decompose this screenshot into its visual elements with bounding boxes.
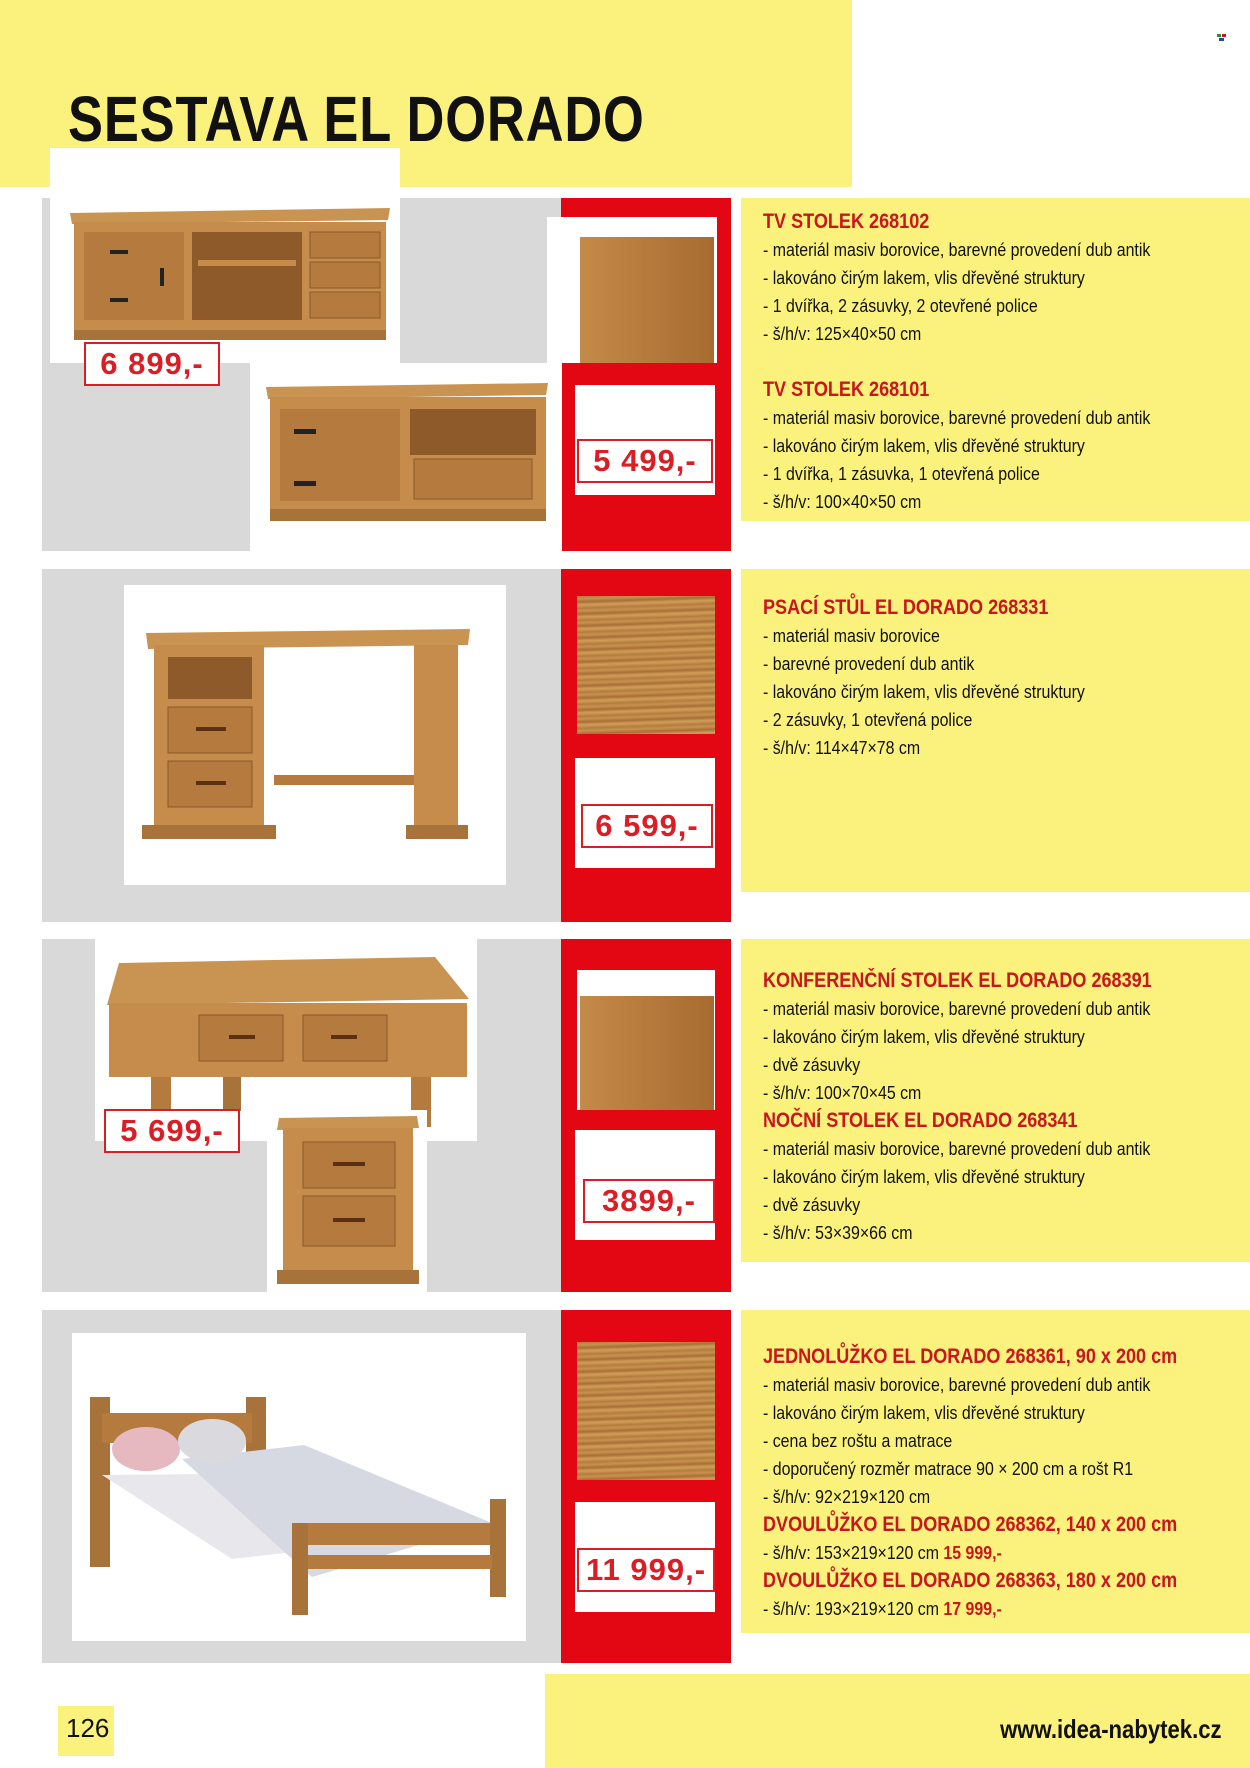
price-tag: 6 899,- <box>84 342 220 386</box>
product-spec: - 1 dvířka, 1 zásuvka, 1 otevřená police <box>763 463 1040 484</box>
product-spec: - lakováno čirým lakem, vlis dřevěné struktury <box>763 1166 1085 1187</box>
product-spec: - lakováno čirým lakem, vlis dřevěné struktury <box>763 1402 1085 1423</box>
price-tag: 6 599,- <box>581 804 713 848</box>
product-spec: - doporučený rozměr matrace 90 × 200 cm a rošt R1 <box>763 1458 1134 1479</box>
price-tag: 3899,- <box>583 1179 715 1223</box>
product-spec: - š/h/v: 100×70×45 cm <box>763 1082 922 1103</box>
product-spec: - materiál masiv borovice, barevné provedení dub antik <box>763 239 1151 260</box>
inline-price: 17 999,- <box>943 1598 1002 1619</box>
product-heading: TV STOLEK 268102 <box>763 210 930 233</box>
product-spec: - š/h/v: 114×47×78 cm <box>763 737 921 758</box>
product-spec: - š/h/v: 92×219×120 cm <box>763 1486 931 1507</box>
product-spec-with-price <box>763 1539 1167 1567</box>
product-spec: - lakováno čirým lakem, vlis dřevěné struktury <box>763 681 1085 702</box>
tv-stand-268101-illustration <box>250 363 562 551</box>
product-heading: DVOULŮŽKO EL DORADO 268362, 140 x 200 cm <box>763 1513 1178 1536</box>
product-spec: - materiál masiv borovice, barevné provedení dub antik <box>763 1374 1151 1395</box>
product-spec: - materiál masiv borovice <box>763 625 940 646</box>
product-heading: NOČNÍ STOLEK EL DORADO 268341 <box>763 1109 1078 1132</box>
price-tag: 5 499,- <box>577 439 713 483</box>
product-spec: - š/h/v: 153×219×120 cm <box>763 1542 940 1563</box>
nightstand-photo <box>267 1110 427 1292</box>
product-heading: JEDNOLŮŽKO EL DORADO 268361, 90 x 200 cm <box>763 1345 1178 1368</box>
product-heading: KONFERENČNÍ STOLEK EL DORADO 268391 <box>763 969 1152 992</box>
page-title: SESTAVA EL DORADO <box>68 83 645 155</box>
product-heading: DVOULŮŽKO EL DORADO 268363, 180 x 200 cm <box>763 1569 1178 1592</box>
product-spec: - š/h/v: 125×40×50 cm <box>763 323 922 344</box>
wood-detail-image <box>577 596 715 734</box>
product-heading: PSACÍ STŮL EL DORADO 268331 <box>763 596 1049 619</box>
product-spec: - 1 dvířka, 2 zásuvky, 2 otevřené police <box>763 295 1038 316</box>
wood-detail-image <box>580 996 714 1110</box>
product-spec: - š/h/v: 100×40×50 cm <box>763 491 922 512</box>
website-url[interactable]: www.idea-nabytek.cz <box>1000 1714 1222 1744</box>
product-spec: - lakováno čirým lakem, vlis dřevěné struktury <box>763 267 1085 288</box>
price-tag: 11 999,- <box>577 1548 715 1592</box>
product-spec: - š/h/v: 193×219×120 cm <box>763 1598 940 1619</box>
product-spec: - materiál masiv borovice, barevné provedení dub antik <box>763 998 1151 1019</box>
product-spec: - lakováno čirým lakem, vlis dřevěné struktury <box>763 435 1085 456</box>
wood-detail-image <box>580 237 714 363</box>
bed-illustration <box>72 1333 526 1641</box>
section3-text <box>763 967 1233 1247</box>
product-spec: - materiál masiv borovice, barevné provedení dub antik <box>763 407 1151 428</box>
product-spec: - barevné provedení dub antik <box>763 653 975 674</box>
wood-detail-image <box>577 1342 715 1480</box>
section2-text <box>763 594 1233 762</box>
tv-stand-268101-photo <box>250 363 562 551</box>
tv-stand-268102-photo <box>50 198 400 363</box>
nightstand-illustration <box>267 1110 427 1292</box>
product-spec: - cena bez roštu a matrace <box>763 1430 953 1451</box>
product-spec-with-price <box>763 1595 1167 1623</box>
product-heading: TV STOLEK 268101 <box>763 378 930 401</box>
inline-price: 15 999,- <box>943 1542 1002 1563</box>
price-tag: 5 699,- <box>104 1109 240 1153</box>
writing-desk-photo <box>124 585 506 885</box>
product-spec: - dvě zásuvky <box>763 1194 861 1215</box>
writing-desk-illustration <box>124 585 506 885</box>
product-spec: - lakováno čirým lakem, vlis dřevěné struktury <box>763 1026 1085 1047</box>
tv-stand-268102-illustration <box>50 198 400 363</box>
bed-photo <box>72 1333 526 1641</box>
product-spec: - š/h/v: 53×39×66 cm <box>763 1222 913 1243</box>
product-spec: - dvě zásuvky <box>763 1054 861 1075</box>
page-number: 126 <box>66 1713 110 1743</box>
brand-mark-icon <box>1217 34 1227 42</box>
product-spec: - materiál masiv borovice, barevné provedení dub antik <box>763 1138 1151 1159</box>
section4-text <box>763 1343 1233 1623</box>
product-spec: - 2 zásuvky, 1 otevřená police <box>763 709 973 730</box>
section1-text <box>763 208 1233 516</box>
